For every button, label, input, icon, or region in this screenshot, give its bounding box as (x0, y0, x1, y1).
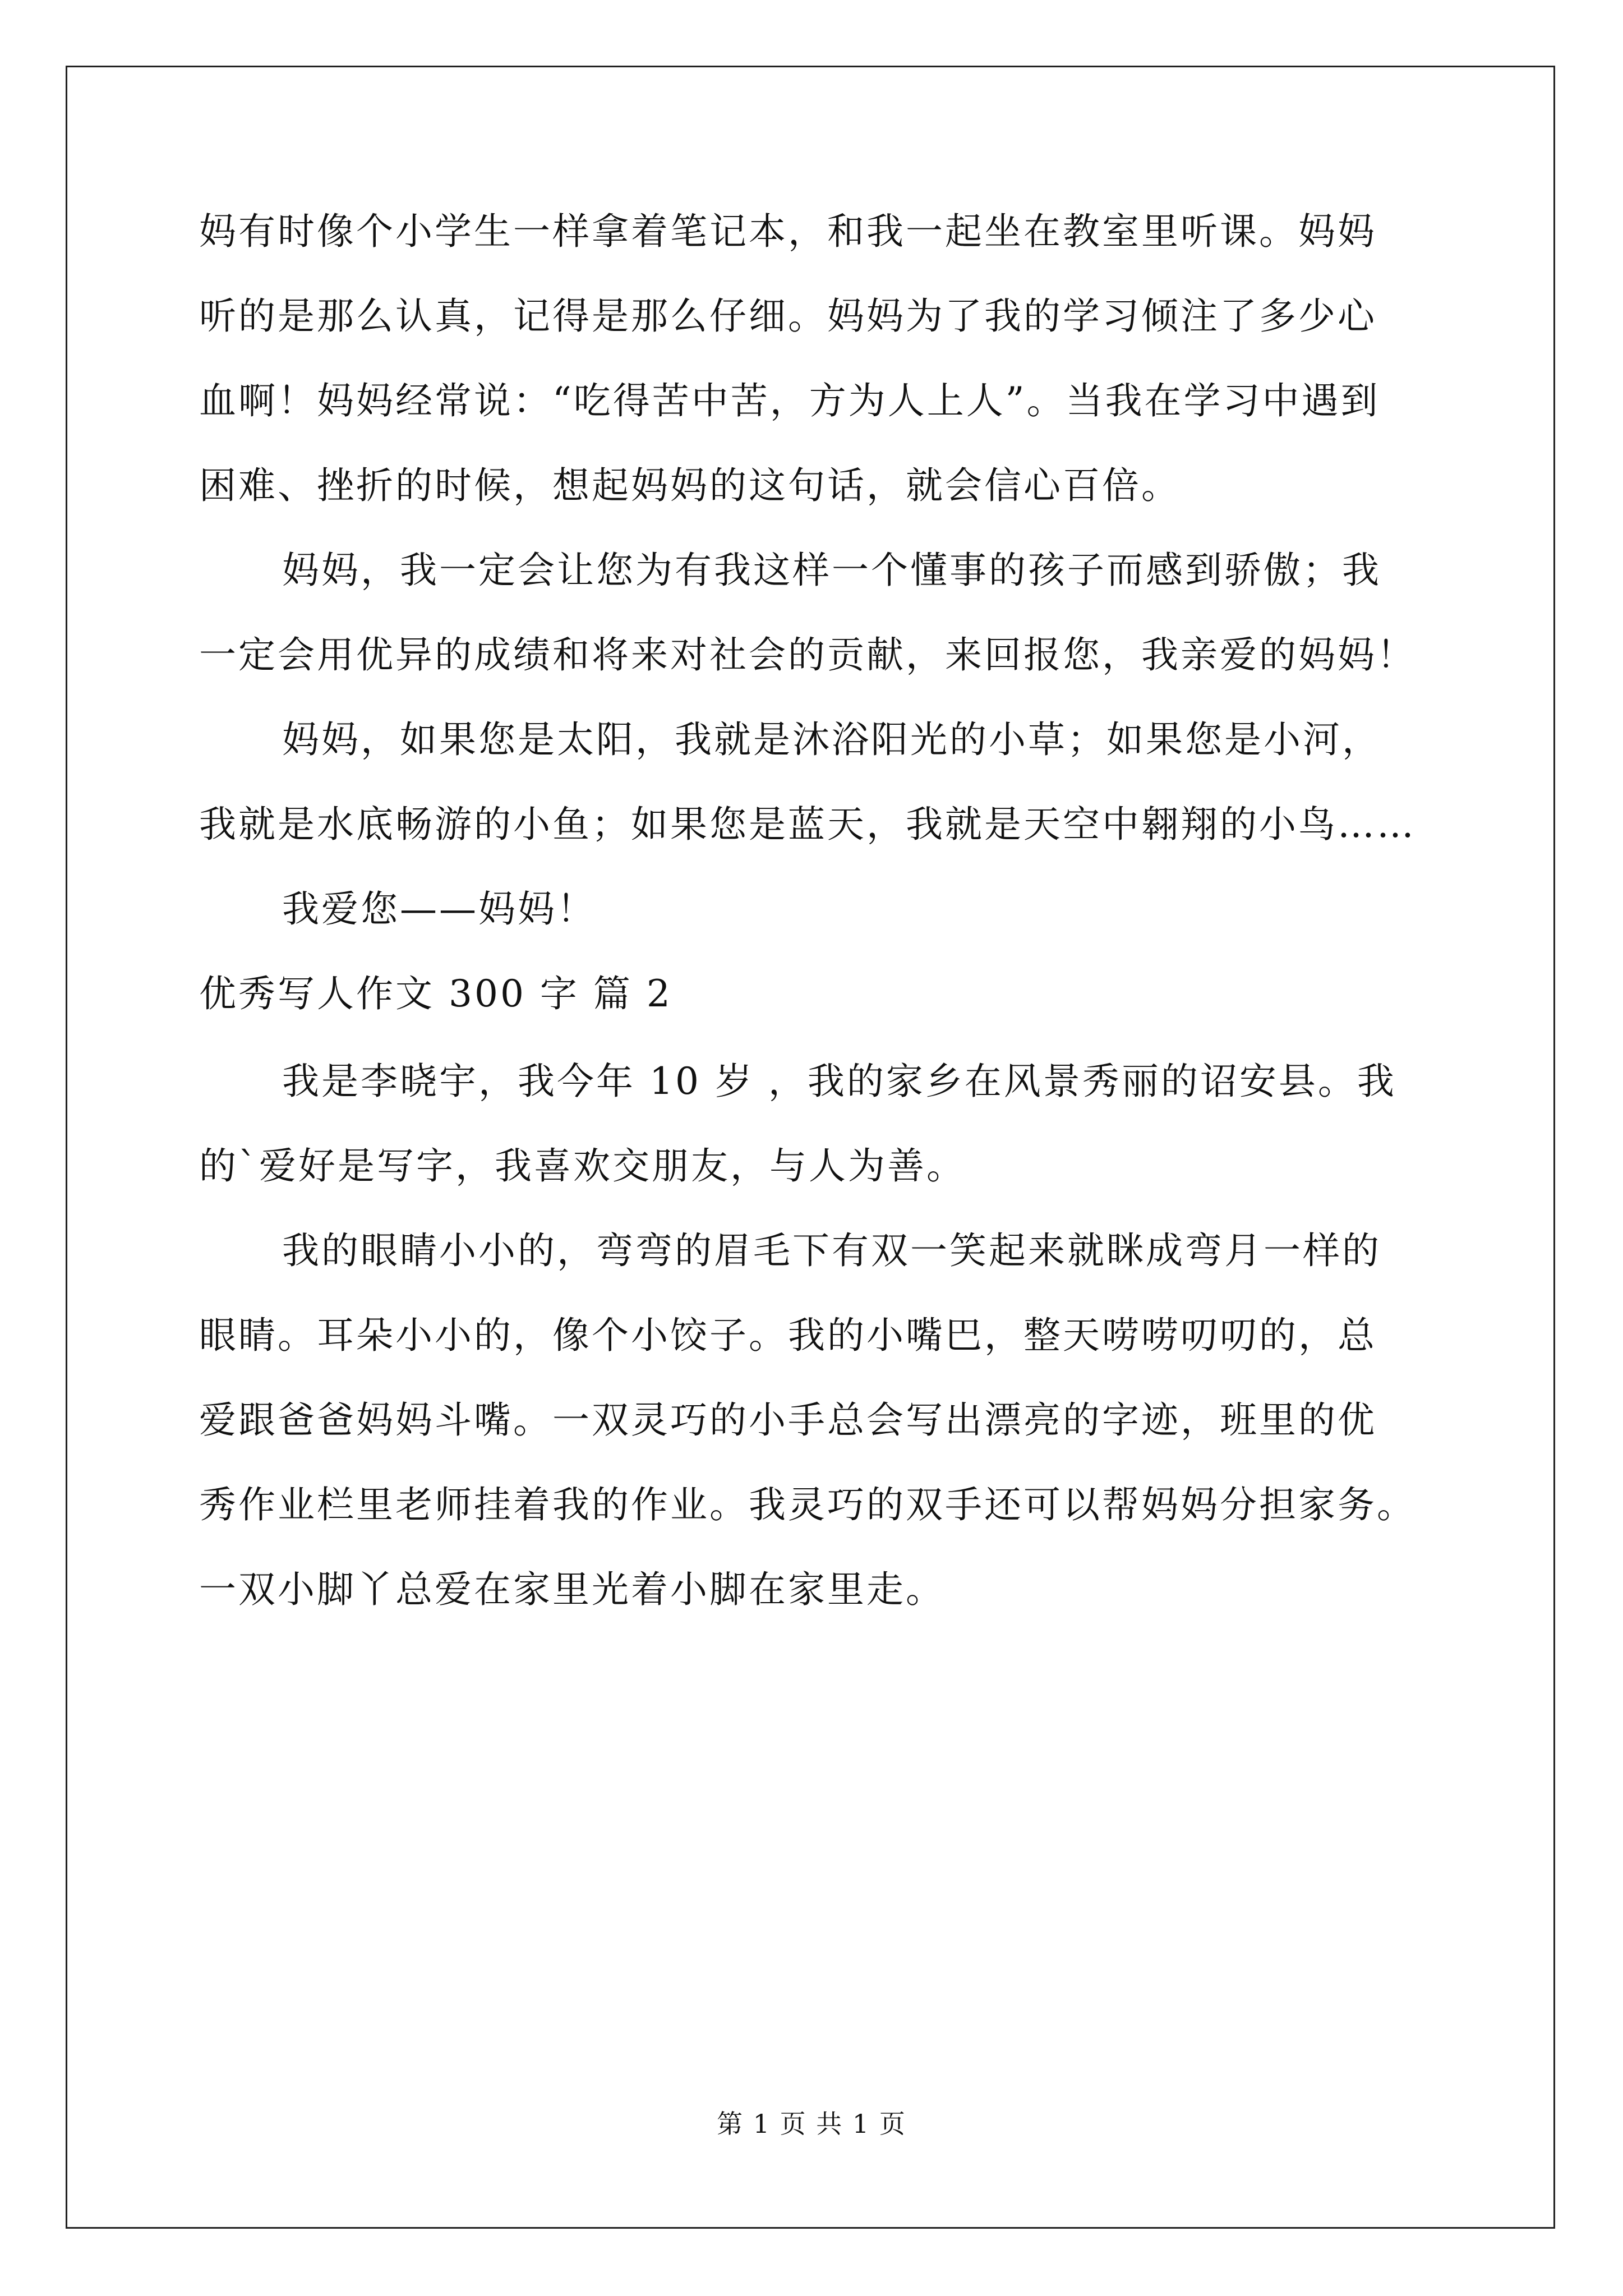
body-line: 秀作业栏里老师挂着我的作业。我灵巧的双手还可以帮妈妈分担家务。 (199, 1483, 1416, 1526)
paragraph-start-line: 我爱您——妈妈！ (282, 887, 596, 931)
paragraph-start-line: 我是李晓宇，我今年 10 岁 ，我的家乡在风景秀丽的诏安县。我 (282, 1060, 1396, 1103)
body-line: 困难、挫折的时候，想起妈妈的这句话，就会信心百倍。 (199, 464, 1181, 507)
body-line: 妈有时像个小学生一样拿着笔记本，和我一起坐在教室里听课。妈妈 (199, 210, 1377, 253)
body-line: 爱跟爸爸妈妈斗嘴。一双灵巧的小手总会写出漂亮的字迹，班里的优 (199, 1398, 1377, 1442)
body-line: 一双小脚丫总爱在家里光着小脚在家里走。 (199, 1568, 945, 1611)
body-line: 我就是水底畅游的小鱼；如果您是蓝天，我就是天空中翱翔的小鸟…… (199, 803, 1416, 846)
paragraph-start-line: 妈妈，如果您是太阳，我就是沐浴阳光的小草；如果您是小河， (282, 718, 1381, 761)
body-line: 听的是那么认真，记得是那么仔细。妈妈为了我的学习倾注了多少心 (199, 295, 1377, 338)
body-line: 血啊！妈妈经常说：“吃得苦中苦，方为人上人”。当我在学习中遇到 (199, 379, 1380, 422)
body-line: 眼睛。耳朵小小的，像个小饺子。我的小嘴巴，整天唠唠叨叨的，总 (199, 1314, 1377, 1357)
page-number-footer: 第 1 页 共 1 页 (717, 2109, 906, 2139)
section-heading: 优秀写人作文 300 字 篇 2 (199, 972, 672, 1015)
body-line: 的`爱好是写字，我喜欢交朋友，与人为善。 (199, 1144, 966, 1188)
body-line: 一定会用优异的成绩和将来对社会的贡献，来回报您，我亲爱的妈妈！ (199, 633, 1416, 677)
paragraph-start-line: 妈妈，我一定会让您为有我这样一个懂事的孩子而感到骄傲；我 (282, 549, 1381, 592)
paragraph-start-line: 我的眼睛小小的，弯弯的眉毛下有双一笑起来就眯成弯月一样的 (282, 1229, 1381, 1272)
document-body (199, 210, 1433, 1656)
